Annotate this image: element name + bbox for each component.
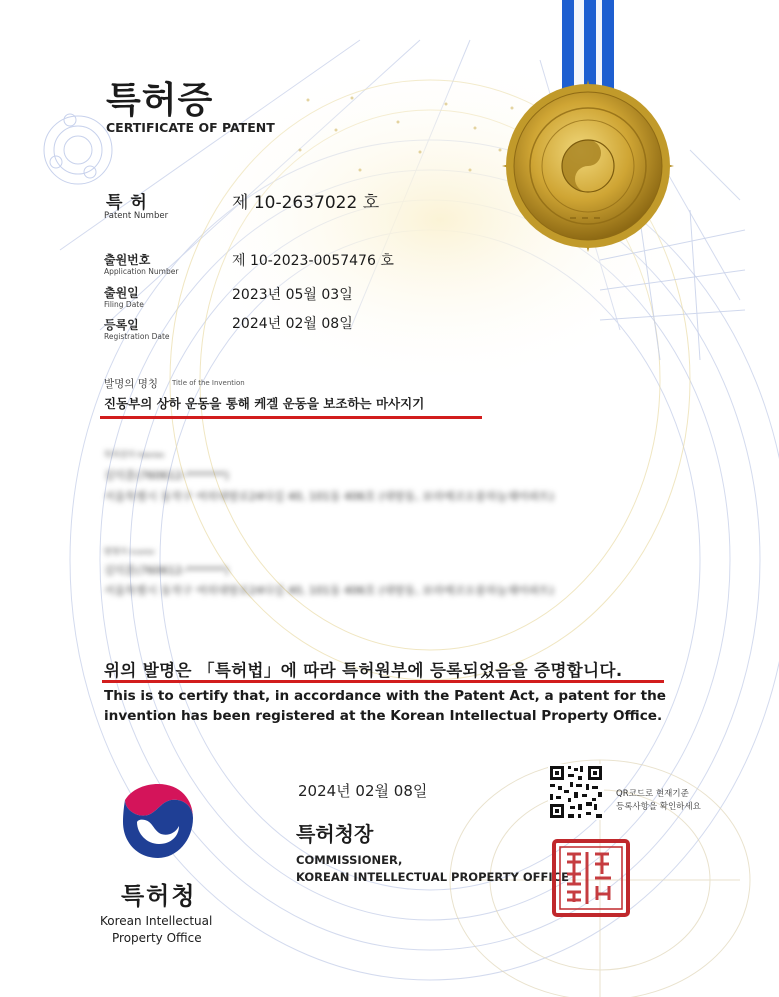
certificate-title: 특허증: [106, 80, 214, 121]
inventor-address: 서울특별시 동작구 여의대방로24다길 40, 101동 406호 (대방동, 보라매코오롱하늘채아파트): [104, 584, 555, 597]
kipo-name-en-1: Korean Intellectual: [100, 914, 213, 928]
commissioner-title-en-1: COMMISSIONER,: [296, 853, 403, 867]
kipo-name-kr: 특허청: [121, 882, 197, 910]
commissioner-title-kr: 특허청장: [296, 822, 374, 846]
gold-seal-icon: [500, 78, 676, 254]
official-seal-stamp-icon: [551, 838, 631, 918]
invention-title: 진동부의 상하 운동을 통해 케겔 운동을 보조하는 마사지기: [104, 396, 425, 411]
patent-number-value: 제 10-2637022 호: [232, 193, 380, 213]
certification-statement-en-1: This is to certify that, in accordance with the Patent Act, a patent for the: [104, 688, 667, 704]
inventor-name: 김덕훈(760612-*******): [104, 564, 229, 577]
certification-statement-en-2: invention has been registered at the Korean Intellectual Property Office.: [104, 708, 663, 724]
qr-note: [616, 788, 701, 814]
qr-code-icon[interactable]: [548, 764, 604, 820]
inventor-label: 발명자 Inventor: [104, 547, 155, 556]
application-number-value: 제 10-2023-0057476 호: [232, 253, 394, 269]
filing-date-label: 출원일: [104, 286, 139, 300]
kipo-taegeuk-logo-icon: [115, 778, 201, 864]
qr-note-line-2: 등록사항을 확인하세요: [616, 802, 701, 812]
registration-date-value: 2024년 02월 08일: [232, 316, 353, 332]
patentee-label: 특허권자 Patentee: [104, 450, 165, 459]
patentee-name: 김덕훈(760612-*******): [104, 469, 229, 482]
patentee-address: 서울특별시 동작구 여의대방로24다길 40, 101동 406호 (대방동, 보라매코오롱하늘채아파트): [104, 490, 555, 503]
certification-statement-kr: 위의 발명은 「특허법」에 따라 특허원부에 등록되었음을 증명합니다.: [104, 661, 623, 680]
certification-underline: [102, 680, 664, 683]
invention-title-label-en: Title of the Invention: [172, 379, 245, 387]
kipo-name-en-2: Property Office: [112, 931, 202, 945]
registration-date-label-en: Registration Date: [104, 332, 170, 341]
application-number-label-en: Application Number: [104, 267, 179, 276]
patent-number-label: 특허: [106, 193, 155, 213]
application-number-label: 출원번호: [104, 253, 151, 267]
issue-date: 2024년 02월 08일: [298, 782, 428, 800]
certificate-title-en: CERTIFICATE OF PATENT: [106, 120, 275, 135]
filing-date-value: 2023년 05월 03일: [232, 287, 353, 303]
commissioner-title-en-2: KOREAN INTELLECTUAL PROPERTY OFFICE: [296, 870, 569, 884]
qr-note-line-1: QR코드로 현재기준: [616, 789, 689, 799]
filing-date-label-en: Filing Date: [104, 300, 144, 309]
registration-date-label: 등록일: [104, 318, 139, 332]
invention-title-label: 발명의 명칭: [104, 378, 159, 390]
patent-number-label-en: Patent Number: [104, 211, 169, 221]
invention-title-underline: [100, 416, 482, 419]
